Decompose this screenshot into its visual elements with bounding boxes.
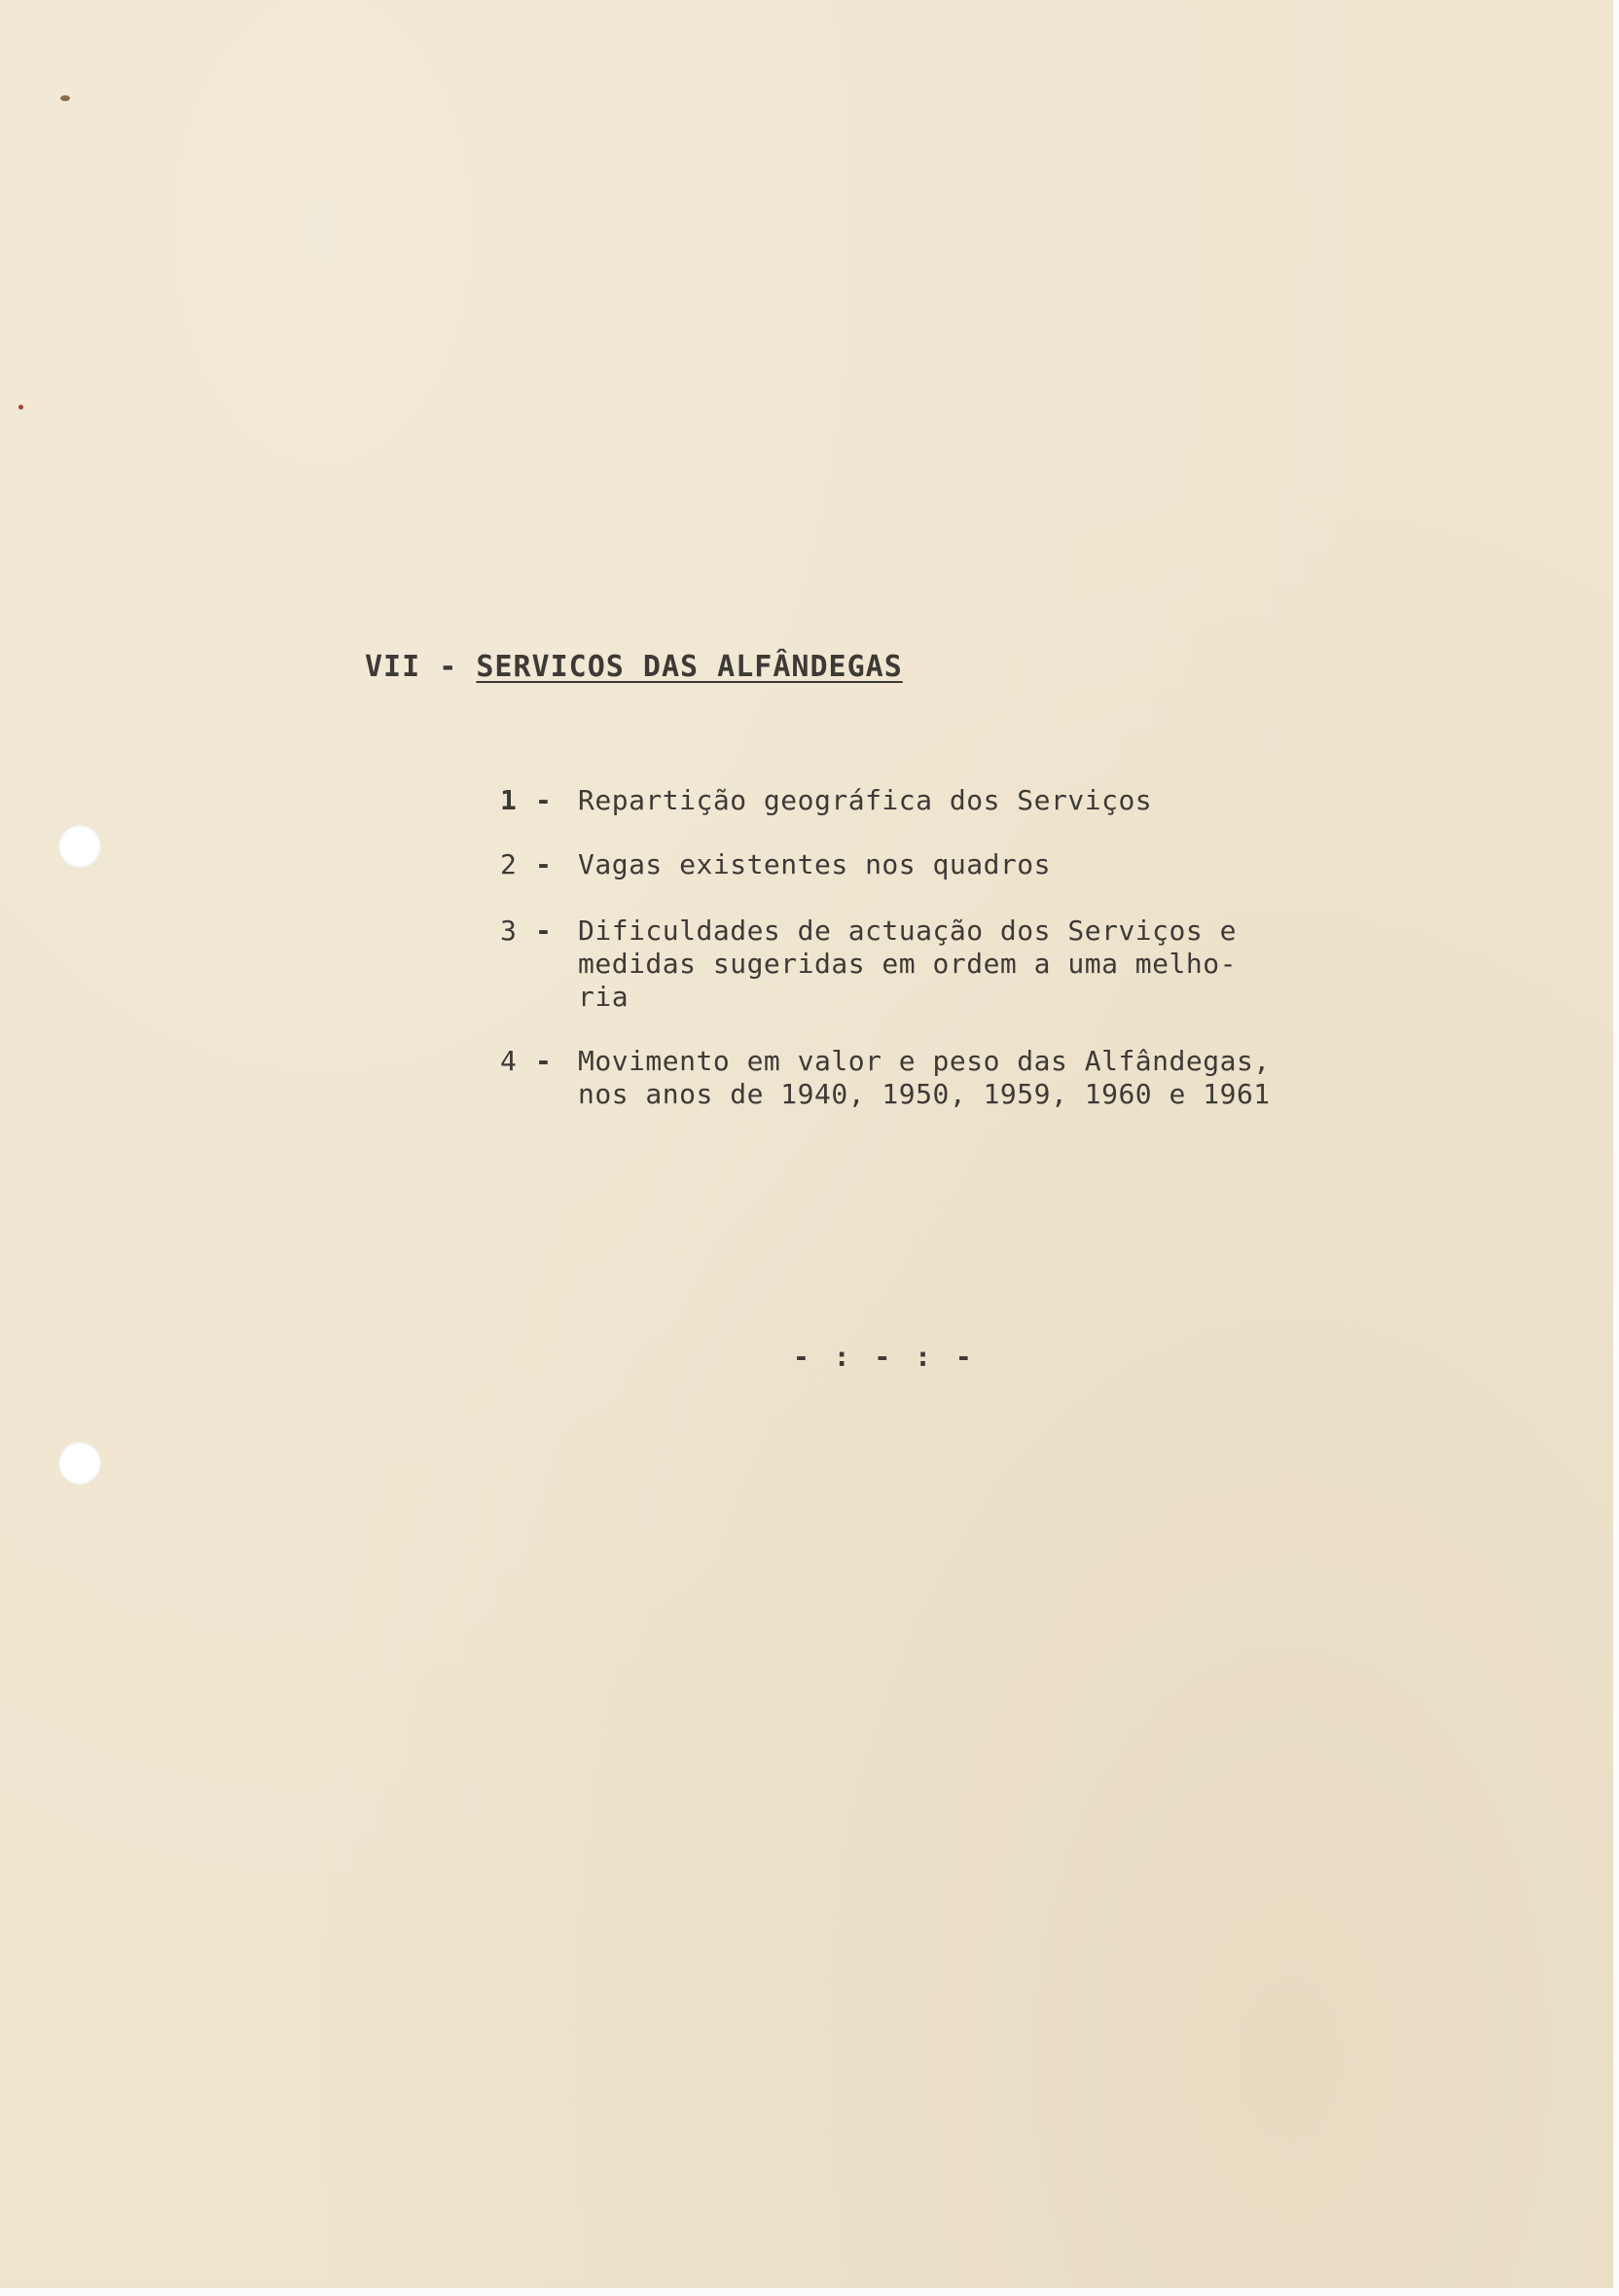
scan-border-right	[1613, 0, 1619, 2296]
list-item-number: 2	[500, 848, 518, 880]
list-item-dash: -	[535, 784, 553, 816]
list-item	[500, 1045, 1271, 1111]
paper-speck	[60, 95, 70, 101]
punch-hole	[58, 1442, 101, 1485]
list-item-number: 3	[500, 915, 518, 947]
list-item-text-continued: nos anos de 1940, 1950, 1959, 1960 e 1961	[578, 1078, 1271, 1110]
list-item-text-continued: medidas sugeridas em ordem a uma melho-	[578, 948, 1237, 980]
punch-hole	[58, 825, 101, 868]
list-item	[500, 784, 1152, 817]
list-item-dash: -	[535, 915, 553, 947]
list-item-text: Dificuldades de actuação dos Serviços e	[578, 915, 1237, 947]
list-item-number: 4	[500, 1045, 518, 1077]
list-item-number: 1	[500, 784, 518, 816]
list-item	[500, 848, 1051, 881]
list-item-dash: -	[535, 848, 553, 880]
section-number: VII -	[365, 650, 458, 684]
list-item-text: Vagas existentes nos quadros	[578, 848, 1052, 880]
list-item-dash: -	[535, 1045, 553, 1077]
paper-speck	[18, 405, 23, 410]
list-item-text-continued: ria	[578, 981, 630, 1013]
list-item-text: Movimento em valor e peso das Alfândegas,	[578, 1045, 1271, 1077]
scan-border-bottom	[0, 2288, 1619, 2296]
list-item	[500, 915, 1237, 1014]
list-item-text: Repartição geográfica dos Serviços	[578, 784, 1153, 816]
end-separator: - : - : -	[793, 1341, 976, 1373]
section-title: SERVICOS DAS ALFÂNDEGAS	[476, 650, 903, 684]
section-heading	[365, 650, 903, 684]
